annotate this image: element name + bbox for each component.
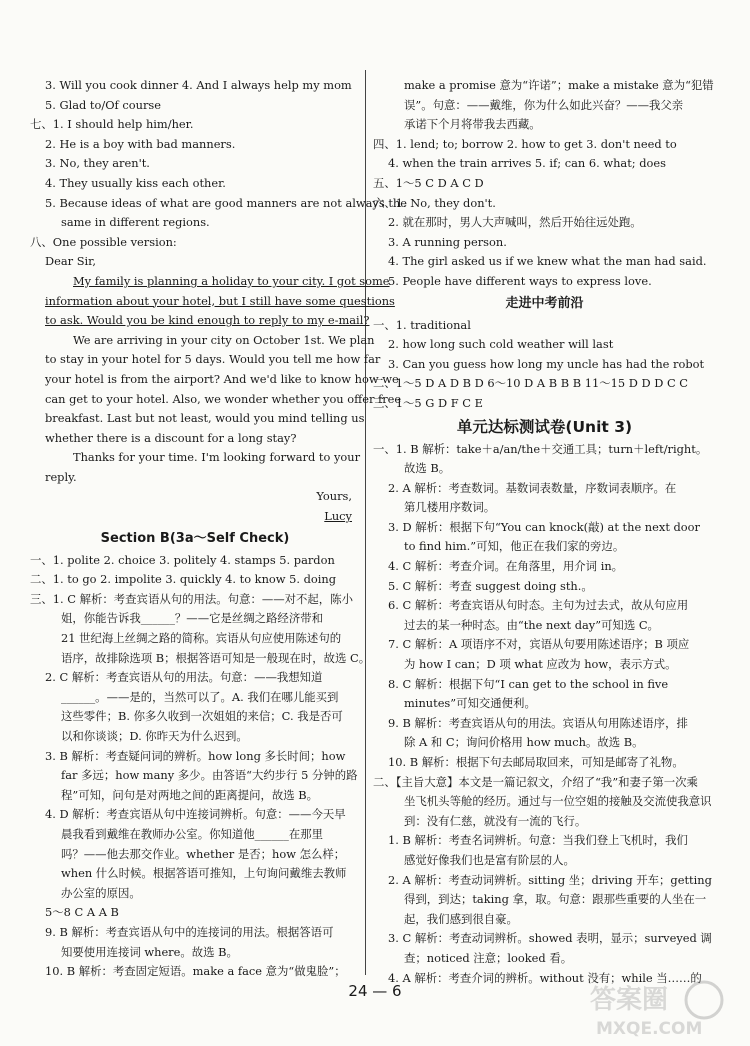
section-heading: 走进中考前沿: [505, 295, 584, 311]
text-line: 5～8 C A A B: [45, 905, 119, 920]
text-line: 办公室的原因。: [61, 885, 141, 900]
text-line: 到：没有仁慈，就没有一流的飞行。: [404, 813, 587, 828]
text-line: to find him.”可知，他正在我们家的旁边。: [404, 539, 625, 554]
text-line: 二、1. to go 2. impolite 3. quickly 4. to know 5. doing: [30, 572, 337, 587]
text-line: 2. A 解析：考查动词辨析。sitting 坐；driving 开车；getting: [388, 872, 712, 887]
text-line: 除 A 和 C；询问价格用 how much。故选 B。: [404, 735, 644, 750]
text-line: reply.: [45, 469, 77, 484]
text-line: 坐飞机头等舱的经历。通过与一位空姐的接触及交流使我意识: [404, 794, 712, 809]
text-line: 感觉好像我们也是富有阶层的人。: [404, 852, 575, 867]
text-line: 8. C 解析：根据下句“I can get to the school in five: [388, 676, 669, 691]
text-line: 3. Can you guess how long my uncle has had the robot: [388, 356, 705, 371]
text-line: 21 世纪海上丝绸之路的简称。宾语从句应使用陈述句的: [61, 631, 342, 646]
text-line: 查；noticed 注意；looked 看。: [404, 950, 573, 965]
watermark-line2: MXQE.COM: [596, 1019, 703, 1039]
text-line: breakfast. Last but not least, would you mind telling us: [45, 411, 365, 426]
text-line: 晨我看到戴维在教师办公室。你知道他______在那里: [61, 826, 323, 841]
text-line: to ask. Would you be kind enough to reply to my e-mail?: [45, 313, 370, 328]
text-line: 过去的某一种时态。由“the next day”可知选 C。: [404, 617, 659, 632]
page-number: 24 — 6: [348, 982, 402, 1000]
text-line: 4. The girl asked us if we knew what the man had said.: [388, 254, 707, 269]
section-heading: Section B(3a～Self Check): [100, 530, 290, 546]
text-line: 4. C 解析：考查介词。在角落里，用介词 in。: [388, 559, 624, 574]
text-line: to stay in your hotel for 5 days. Would you tell me how far: [45, 352, 381, 367]
text-line: 5. Because ideas of what are good manners are not always the: [45, 195, 407, 210]
text-line: 3. A running person.: [388, 234, 507, 249]
text-line: 3. B 解析：考查疑问词的辨析。how long 多长时间；how: [45, 748, 346, 763]
text-line: 3. Will you cook dinner 4. And I always help my mom: [45, 78, 352, 92]
text-line: whether there is a discount for a long stay?: [45, 430, 297, 445]
text-line: information about your hotel, but I still have some questions: [45, 293, 395, 308]
text-line: 2. A 解析：考查数词。基数词表数量，序数词表顺序。在: [388, 480, 677, 495]
text-line: 得到，到达；taking 拿，取。句意：跟那些重要的人坐在一: [404, 892, 707, 907]
text-line: 语序，故排除选项 B；根据答语可知是一般现在时，故选 C。: [61, 650, 371, 665]
text-line: 三、1～5 G D F C E: [373, 395, 483, 410]
text-line: 7. C 解析：A 项语序不对，宾语从句要用陈述语序；B 项应: [388, 637, 690, 652]
right-column: [373, 76, 716, 988]
text-line: 3. D 解析：根据下句“You can knock(敲) at the next door: [388, 519, 700, 534]
text-line: 以和你谈谈；D. 你昨天为什么迟到。: [61, 729, 248, 743]
section-heading: 单元达标测试卷(Unit 3): [456, 417, 633, 436]
text-line: 3. No, they aren't.: [45, 156, 150, 171]
letter-signoff: Yours,: [316, 489, 352, 504]
text-line: 三、1. C 解析：考查宾语从句的用法。句意：——对不起，陈小: [30, 591, 353, 606]
text-line: 一、1. polite 2. choice 3. politely 4. stamps 5. pardon: [30, 552, 335, 567]
text-line: My family is planning a holiday to your city. I got some: [73, 273, 390, 288]
text-line: 吗？——他去那交作业。whether 是否；how 怎么样；: [61, 846, 346, 861]
text-line: 6. C 解析：考查宾语从句时态。主句为过去式，故从句应用: [388, 598, 689, 613]
text-line: 这些零件；B. 你多久收到一次姐姐的来信；C. 我是否可: [61, 709, 343, 724]
left-column: [30, 76, 407, 982]
text-line: 4. D 解析：考查宾语从句中连接词辨析。句意：——今天早: [45, 807, 346, 822]
text-line: We are arriving in your city on October 1st. We plan: [73, 332, 375, 347]
text-line: 二、1～5 D A D B D 6～10 D A B B B 11～15 D D D C C: [373, 376, 689, 391]
text-line: ______。——是的，当然可以了。A. 我们在哪儿能买到: [61, 689, 339, 704]
text-line: 八、One possible version:: [30, 234, 177, 249]
text-line: can get to your hotel. Also, we wonder whether you offer free: [45, 391, 402, 406]
text-line: 5. Glad to/Of course: [45, 97, 161, 112]
text-line: 9. B 解析：考查宾语从句的用法。宾语从句用陈述语序，排: [388, 715, 688, 730]
text-line: 五、1～5 C D A C D: [373, 175, 484, 190]
text-line: 误”。句意：——戴维，你为什么如此兴奋？——我父亲: [404, 97, 684, 112]
text-line: minutes”可知交通便利。: [404, 696, 536, 711]
text-line: make a promise 意为“许诺”；make a mistake 意为“犯错: [404, 78, 714, 92]
text-line: 承诺下个月将带我去西藏。: [404, 117, 541, 132]
text-line: 2. how long such cold weather will last: [388, 337, 614, 352]
text-line: 2. 就在那时，男人大声喊叫，然后开始往远处跑。: [388, 215, 642, 230]
text-line: 4. A 解析：考查介词的辨析。without 没有；while 当……的: [388, 970, 702, 985]
text-line: 四、1. lend; to; borrow 2. how to get 3. don't need to: [373, 136, 677, 151]
text-line: 第几楼用序数词。: [404, 500, 496, 515]
text-line: far 多远；how many 多少。由答语“大约步行 5 分钟的路: [61, 768, 358, 783]
text-line: 2. He is a boy with bad manners.: [45, 136, 236, 151]
watermark-line1: 答案圈: [590, 985, 669, 1015]
text-line: 3. C 解析：考查动词辨析。showed 表明，显示；surveyed 调: [388, 931, 712, 946]
text-line: 一、1. B 解析：take＋a/an/the＋交通工具；turn＋left/right。: [373, 441, 708, 456]
text-line: Thanks for your time. I'm looking forward to your: [73, 450, 361, 465]
text-line: 二、【主旨大意】本文是一篇记叙文，介绍了“我”和妻子第一次乘: [373, 774, 698, 789]
text-line: 10. B 解析：根据下句去邮局取回来，可知是邮寄了礼物。: [388, 755, 684, 769]
text-line: 一、1. traditional: [373, 317, 471, 332]
text-line: 2. C 解析：考查宾语从句的用法。句意：——我想知道: [45, 670, 323, 685]
text-line: 1. B 解析：考查名词辨析。句意：当我们登上飞机时，我们: [388, 833, 688, 848]
text-line: your hotel is from the airport? And we'd like to know how we: [45, 371, 399, 386]
text-line: 5. C 解析：考查 suggest doing sth.。: [388, 578, 593, 593]
text-line: 程”可知，问句是对两地之间的距离提问，故选 B。: [61, 787, 319, 802]
text-line: 七、1. I should help him/her.: [30, 117, 194, 132]
text-line: 姐，你能告诉我______？——它是丝绸之路经济带和: [61, 611, 323, 626]
text-line: 故选 B。: [404, 461, 451, 476]
text-line: 4. when the train arrives 5. if; can 6. what; does: [388, 156, 666, 171]
text-line: 为 how I can；D 项 what 应改为 how，表示方式。: [404, 657, 677, 672]
text-line: 9. B 解析：考查宾语从句中的连接词的用法。根据答语可: [45, 924, 334, 939]
text-line: 10. B 解析：考查固定短语。make a face 意为“做鬼脸”；: [45, 964, 346, 979]
letter-signoff: Lucy: [324, 509, 352, 524]
text-line: 5. People have different ways to express love.: [388, 273, 652, 288]
text-line: same in different regions.: [61, 215, 210, 230]
text-line: when 什么时候。根据答语可推知，上句询问戴维去教师: [61, 866, 347, 881]
text-line: 起，我们感到很自豪。: [404, 911, 518, 926]
text-line: Dear Sir,: [45, 254, 96, 269]
watermark-logo: [586, 978, 736, 1040]
text-line: 4. They usually kiss each other.: [45, 175, 226, 190]
text-line: 知要使用连接词 where。故选 B。: [61, 944, 238, 959]
text-line: 六、1. No, they don't.: [373, 195, 496, 210]
